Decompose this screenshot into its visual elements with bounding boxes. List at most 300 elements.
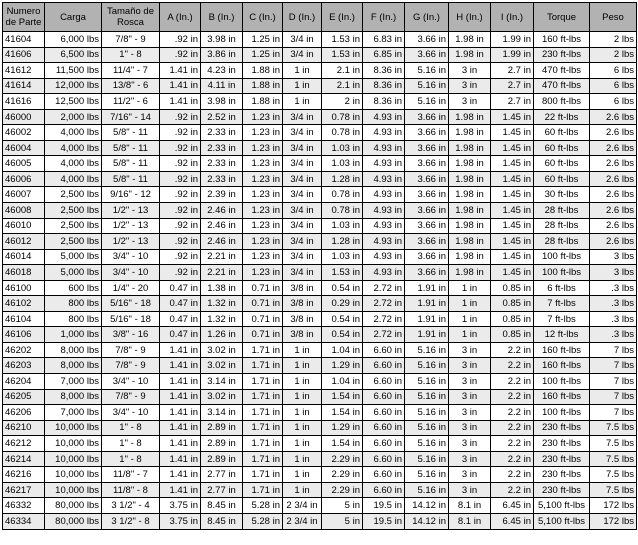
cell-thread-size: 3 1/2" - 4 [102, 498, 160, 514]
cell-dim-e: 0.54 in [322, 280, 363, 296]
cell-dim-a: .92 in [160, 234, 201, 250]
cell-thread-size: 7/8" - 9 [102, 342, 160, 358]
cell-dim-d: 2 3/4 in [283, 498, 322, 514]
cell-dim-h: 3 in [449, 63, 491, 79]
cell-torque: 470 ft-lbs [534, 78, 590, 94]
cell-dim-h: 3 in [449, 78, 491, 94]
table-body [3, 32, 637, 530]
cell-torque: 7 ft-lbs [534, 296, 590, 312]
cell-dim-a: 1.41 in [160, 436, 201, 452]
cell-weight: 2.6 lbs [590, 171, 637, 187]
cell-part-number: 46217 [3, 482, 45, 498]
cell-thread-size: 11/8" - 8 [102, 482, 160, 498]
cell-dim-i: 1.45 in [491, 203, 534, 219]
cell-dim-i: 2.2 in [491, 436, 534, 452]
header-thread-size: Tamaño de Rosca [102, 3, 160, 32]
cell-dim-e: 1.04 in [322, 342, 363, 358]
table-row [3, 467, 637, 483]
cell-dim-a: 1.41 in [160, 358, 201, 374]
table-row [3, 94, 637, 110]
cell-load: 7,000 lbs [45, 405, 102, 421]
cell-dim-e: 1.54 in [322, 389, 363, 405]
cell-dim-a: .92 in [160, 218, 201, 234]
cell-torque: 800 ft-lbs [534, 94, 590, 110]
cell-dim-b: 8.45 in [201, 498, 243, 514]
cell-dim-g: 14.12 in [405, 513, 449, 529]
cell-load: 6,000 lbs [45, 32, 102, 48]
cell-dim-f: 6.83 in [363, 32, 405, 48]
cell-part-number: 41604 [3, 32, 45, 48]
cell-dim-i: 1.45 in [491, 109, 534, 125]
cell-weight: 2.6 lbs [590, 140, 637, 156]
cell-weight: 7.5 lbs [590, 436, 637, 452]
table-row [3, 203, 637, 219]
cell-torque: 230 ft-lbs [534, 436, 590, 452]
cell-dim-g: 5.16 in [405, 420, 449, 436]
cell-dim-d: 3/8 in [283, 280, 322, 296]
cell-weight: 2.6 lbs [590, 234, 637, 250]
cell-part-number: 41616 [3, 94, 45, 110]
specifications-table [2, 2, 637, 530]
cell-dim-c: 1.71 in [243, 451, 283, 467]
cell-load: 7,000 lbs [45, 374, 102, 390]
cell-dim-h: 1.98 in [449, 265, 491, 281]
cell-dim-c: 1.71 in [243, 342, 283, 358]
cell-dim-g: 5.16 in [405, 374, 449, 390]
cell-dim-a: 1.41 in [160, 467, 201, 483]
cell-dim-a: 3.75 in [160, 513, 201, 529]
cell-part-number: 46004 [3, 140, 45, 156]
header-row [3, 3, 637, 32]
cell-dim-c: 1.23 in [243, 187, 283, 203]
cell-dim-g: 1.91 in [405, 327, 449, 343]
cell-torque: 60 ft-lbs [534, 140, 590, 156]
cell-dim-a: .92 in [160, 125, 201, 141]
cell-dim-e: 0.54 in [322, 327, 363, 343]
cell-part-number: 46102 [3, 296, 45, 312]
cell-thread-size: 7/16" - 14 [102, 109, 160, 125]
cell-torque: 230 ft-lbs [534, 47, 590, 63]
cell-dim-c: 1.23 in [243, 171, 283, 187]
cell-dim-f: 4.93 in [363, 140, 405, 156]
cell-dim-i: 2.2 in [491, 451, 534, 467]
cell-part-number: 46216 [3, 467, 45, 483]
cell-load: 4,000 lbs [45, 140, 102, 156]
cell-dim-d: 3/4 in [283, 125, 322, 141]
cell-dim-h: 8.1 in [449, 513, 491, 529]
cell-dim-e: 2.29 in [322, 482, 363, 498]
cell-dim-d: 1 in [283, 451, 322, 467]
cell-dim-g: 3.66 in [405, 187, 449, 203]
cell-dim-c: 1.71 in [243, 405, 283, 421]
cell-weight: 6 lbs [590, 94, 637, 110]
cell-dim-h: 1.98 in [449, 156, 491, 172]
cell-thread-size: 5/16" - 18 [102, 311, 160, 327]
cell-load: 6,500 lbs [45, 47, 102, 63]
cell-torque: 60 ft-lbs [534, 171, 590, 187]
cell-dim-f: 4.93 in [363, 234, 405, 250]
cell-dim-b: 3.86 in [201, 47, 243, 63]
cell-torque: 160 ft-lbs [534, 342, 590, 358]
cell-dim-a: 1.41 in [160, 374, 201, 390]
cell-weight: .3 lbs [590, 280, 637, 296]
cell-dim-e: 2 in [322, 94, 363, 110]
header-g: G (In.) [405, 3, 449, 32]
cell-dim-g: 14.12 in [405, 498, 449, 514]
cell-dim-f: 6.60 in [363, 451, 405, 467]
cell-load: 2,500 lbs [45, 203, 102, 219]
cell-dim-g: 3.66 in [405, 125, 449, 141]
cell-thread-size: 11/2" - 6 [102, 94, 160, 110]
cell-weight: 2 lbs [590, 47, 637, 63]
cell-dim-i: 1.45 in [491, 125, 534, 141]
cell-dim-h: 1.98 in [449, 218, 491, 234]
cell-part-number: 46010 [3, 218, 45, 234]
cell-dim-i: 2.2 in [491, 482, 534, 498]
cell-part-number: 46203 [3, 358, 45, 374]
cell-load: 11,500 lbs [45, 63, 102, 79]
cell-torque: 5,100 ft-lbs [534, 498, 590, 514]
cell-torque: 230 ft-lbs [534, 467, 590, 483]
cell-part-number: 46202 [3, 342, 45, 358]
cell-dim-c: 0.71 in [243, 311, 283, 327]
cell-thread-size: 5/8" - 11 [102, 140, 160, 156]
cell-dim-h: 3 in [449, 436, 491, 452]
cell-dim-e: 0.78 in [322, 187, 363, 203]
cell-thread-size: 7/8" - 9 [102, 358, 160, 374]
cell-dim-d: 1 in [283, 78, 322, 94]
cell-dim-f: 2.72 in [363, 280, 405, 296]
cell-dim-f: 4.93 in [363, 265, 405, 281]
cell-dim-d: 3/8 in [283, 311, 322, 327]
cell-dim-b: 2.77 in [201, 467, 243, 483]
cell-dim-i: 2.2 in [491, 342, 534, 358]
cell-torque: 7 ft-lbs [534, 311, 590, 327]
table-row [3, 420, 637, 436]
cell-dim-h: 3 in [449, 374, 491, 390]
cell-dim-d: 3/4 in [283, 218, 322, 234]
cell-dim-b: 1.38 in [201, 280, 243, 296]
cell-torque: 230 ft-lbs [534, 420, 590, 436]
cell-dim-f: 4.93 in [363, 171, 405, 187]
header-i: I (In.) [491, 3, 534, 32]
cell-dim-d: 1 in [283, 63, 322, 79]
table-row [3, 498, 637, 514]
cell-dim-a: .92 in [160, 249, 201, 265]
cell-part-number: 46334 [3, 513, 45, 529]
cell-dim-d: 3/4 in [283, 47, 322, 63]
cell-dim-h: 1.98 in [449, 234, 491, 250]
cell-thread-size: 11/8" - 7 [102, 467, 160, 483]
cell-part-number: 46210 [3, 420, 45, 436]
cell-part-number: 46106 [3, 327, 45, 343]
cell-dim-a: 1.41 in [160, 94, 201, 110]
cell-load: 8,000 lbs [45, 358, 102, 374]
cell-dim-d: 3/4 in [283, 187, 322, 203]
table-row [3, 513, 637, 529]
cell-dim-a: 1.41 in [160, 342, 201, 358]
table-row [3, 311, 637, 327]
cell-load: 8,000 lbs [45, 389, 102, 405]
cell-weight: 2.6 lbs [590, 109, 637, 125]
cell-dim-e: 1.29 in [322, 358, 363, 374]
cell-dim-i: 1.45 in [491, 234, 534, 250]
cell-dim-g: 5.16 in [405, 389, 449, 405]
cell-dim-e: 0.29 in [322, 296, 363, 312]
cell-dim-h: 1 in [449, 296, 491, 312]
cell-dim-c: 1.25 in [243, 32, 283, 48]
header-a: A (In.) [160, 3, 201, 32]
cell-dim-a: 1.41 in [160, 420, 201, 436]
cell-dim-c: 1.23 in [243, 203, 283, 219]
cell-part-number: 46000 [3, 109, 45, 125]
cell-dim-a: 0.47 in [160, 296, 201, 312]
cell-weight: 2 lbs [590, 32, 637, 48]
cell-dim-e: 0.78 in [322, 125, 363, 141]
cell-dim-f: 6.60 in [363, 467, 405, 483]
cell-dim-h: 3 in [449, 405, 491, 421]
cell-dim-c: 1.23 in [243, 156, 283, 172]
cell-dim-h: 1.98 in [449, 47, 491, 63]
cell-dim-e: 1.54 in [322, 405, 363, 421]
cell-dim-d: 1 in [283, 467, 322, 483]
cell-dim-h: 8.1 in [449, 498, 491, 514]
cell-dim-d: 3/4 in [283, 249, 322, 265]
cell-dim-d: 2 3/4 in [283, 513, 322, 529]
cell-dim-a: 0.47 in [160, 280, 201, 296]
cell-thread-size: 3/4" - 10 [102, 249, 160, 265]
cell-dim-i: 2.2 in [491, 389, 534, 405]
cell-dim-a: .92 in [160, 47, 201, 63]
cell-dim-h: 1.98 in [449, 187, 491, 203]
cell-dim-h: 1.98 in [449, 171, 491, 187]
cell-dim-c: 1.23 in [243, 265, 283, 281]
cell-dim-b: 2.33 in [201, 140, 243, 156]
cell-dim-c: 1.88 in [243, 94, 283, 110]
cell-dim-a: 1.41 in [160, 63, 201, 79]
cell-dim-d: 3/4 in [283, 156, 322, 172]
cell-dim-i: 1.45 in [491, 171, 534, 187]
cell-weight: 6 lbs [590, 63, 637, 79]
cell-load: 800 lbs [45, 311, 102, 327]
cell-load: 5,000 lbs [45, 249, 102, 265]
cell-dim-d: 1 in [283, 405, 322, 421]
cell-weight: 7.5 lbs [590, 420, 637, 436]
cell-thread-size: 5/8" - 11 [102, 171, 160, 187]
table-row [3, 389, 637, 405]
cell-torque: 60 ft-lbs [534, 125, 590, 141]
cell-weight: 7 lbs [590, 389, 637, 405]
cell-thread-size: 1/2" - 13 [102, 203, 160, 219]
cell-dim-c: 5.28 in [243, 498, 283, 514]
table-row [3, 451, 637, 467]
table-row [3, 109, 637, 125]
table-row [3, 482, 637, 498]
cell-dim-a: 1.41 in [160, 482, 201, 498]
cell-dim-c: 1.25 in [243, 47, 283, 63]
cell-dim-i: 1.45 in [491, 218, 534, 234]
cell-thread-size: 11/4" - 7 [102, 63, 160, 79]
cell-weight: 7 lbs [590, 358, 637, 374]
cell-load: 4,000 lbs [45, 125, 102, 141]
cell-load: 5,000 lbs [45, 265, 102, 281]
cell-load: 4,000 lbs [45, 156, 102, 172]
cell-torque: 160 ft-lbs [534, 389, 590, 405]
cell-torque: 100 ft-lbs [534, 249, 590, 265]
cell-dim-c: 1.23 in [243, 249, 283, 265]
cell-dim-f: 6.60 in [363, 358, 405, 374]
cell-dim-i: 1.45 in [491, 187, 534, 203]
cell-dim-h: 3 in [449, 451, 491, 467]
cell-part-number: 46014 [3, 249, 45, 265]
cell-dim-f: 6.60 in [363, 436, 405, 452]
cell-torque: 5,100 ft-lbs [534, 513, 590, 529]
cell-dim-g: 3.66 in [405, 140, 449, 156]
cell-load: 10,000 lbs [45, 451, 102, 467]
cell-dim-i: 1.45 in [491, 156, 534, 172]
cell-load: 80,000 lbs [45, 513, 102, 529]
cell-thread-size: 7/8" - 9 [102, 32, 160, 48]
cell-dim-e: 1.53 in [322, 47, 363, 63]
cell-dim-f: 2.72 in [363, 296, 405, 312]
cell-torque: 160 ft-lbs [534, 32, 590, 48]
cell-load: 2,500 lbs [45, 234, 102, 250]
cell-dim-f: 6.60 in [363, 389, 405, 405]
cell-part-number: 46204 [3, 374, 45, 390]
cell-dim-d: 3/4 in [283, 140, 322, 156]
cell-dim-d: 3/4 in [283, 265, 322, 281]
cell-dim-f: 4.93 in [363, 203, 405, 219]
cell-thread-size: 1/2" - 13 [102, 218, 160, 234]
cell-dim-i: 2.7 in [491, 94, 534, 110]
cell-weight: .3 lbs [590, 311, 637, 327]
cell-part-number: 46006 [3, 171, 45, 187]
cell-dim-g: 5.16 in [405, 451, 449, 467]
cell-dim-b: 2.46 in [201, 234, 243, 250]
cell-dim-h: 1 in [449, 280, 491, 296]
cell-weight: 2.6 lbs [590, 156, 637, 172]
cell-dim-c: 1.71 in [243, 374, 283, 390]
cell-load: 2,500 lbs [45, 187, 102, 203]
cell-part-number: 46332 [3, 498, 45, 514]
cell-thread-size: 3/4" - 10 [102, 265, 160, 281]
cell-dim-h: 1 in [449, 327, 491, 343]
cell-dim-g: 5.16 in [405, 342, 449, 358]
cell-dim-f: 4.93 in [363, 156, 405, 172]
cell-weight: 2.6 lbs [590, 125, 637, 141]
cell-thread-size: 3/4" - 10 [102, 405, 160, 421]
cell-dim-b: 2.52 in [201, 109, 243, 125]
cell-torque: 28 ft-lbs [534, 203, 590, 219]
cell-torque: 100 ft-lbs [534, 265, 590, 281]
cell-torque: 230 ft-lbs [534, 482, 590, 498]
cell-dim-h: 1.98 in [449, 125, 491, 141]
cell-dim-c: 1.23 in [243, 109, 283, 125]
table-row [3, 374, 637, 390]
cell-dim-a: .92 in [160, 203, 201, 219]
cell-dim-e: 1.04 in [322, 374, 363, 390]
cell-dim-a: .92 in [160, 156, 201, 172]
cell-dim-i: 1.45 in [491, 265, 534, 281]
cell-part-number: 46214 [3, 451, 45, 467]
cell-part-number: 46002 [3, 125, 45, 141]
table-row [3, 171, 637, 187]
cell-dim-e: 2.1 in [322, 63, 363, 79]
cell-thread-size: 3/4" - 10 [102, 374, 160, 390]
cell-load: 600 lbs [45, 280, 102, 296]
cell-load: 4,000 lbs [45, 171, 102, 187]
table-row [3, 125, 637, 141]
cell-weight: 7.5 lbs [590, 467, 637, 483]
table-row [3, 280, 637, 296]
cell-dim-b: 1.32 in [201, 296, 243, 312]
cell-dim-e: 1.03 in [322, 249, 363, 265]
cell-dim-d: 1 in [283, 482, 322, 498]
cell-thread-size: 5/8" - 11 [102, 156, 160, 172]
cell-torque: 12 ft-lbs [534, 327, 590, 343]
table-row [3, 140, 637, 156]
table-row [3, 187, 637, 203]
cell-dim-d: 3/4 in [283, 234, 322, 250]
cell-dim-d: 1 in [283, 94, 322, 110]
cell-dim-b: 2.46 in [201, 218, 243, 234]
cell-torque: 230 ft-lbs [534, 451, 590, 467]
cell-weight: 7 lbs [590, 342, 637, 358]
cell-dim-b: 2.33 in [201, 125, 243, 141]
cell-dim-b: 4.23 in [201, 63, 243, 79]
cell-dim-c: 1.23 in [243, 218, 283, 234]
cell-load: 10,000 lbs [45, 420, 102, 436]
cell-dim-i: 0.85 in [491, 327, 534, 343]
cell-dim-g: 3.66 in [405, 265, 449, 281]
cell-thread-size: 1" - 8 [102, 436, 160, 452]
cell-dim-b: 2.77 in [201, 482, 243, 498]
cell-dim-b: 2.89 in [201, 420, 243, 436]
cell-dim-e: 2.1 in [322, 78, 363, 94]
cell-dim-b: 2.33 in [201, 171, 243, 187]
cell-dim-c: 1.71 in [243, 420, 283, 436]
cell-dim-c: 0.71 in [243, 280, 283, 296]
cell-dim-b: 4.11 in [201, 78, 243, 94]
cell-load: 80,000 lbs [45, 498, 102, 514]
cell-dim-g: 5.16 in [405, 436, 449, 452]
cell-dim-c: 1.88 in [243, 78, 283, 94]
cell-dim-b: 3.98 in [201, 32, 243, 48]
cell-dim-g: 3.66 in [405, 156, 449, 172]
cell-dim-d: 3/8 in [283, 327, 322, 343]
cell-dim-d: 3/4 in [283, 109, 322, 125]
cell-dim-g: 3.66 in [405, 203, 449, 219]
cell-part-number: 46007 [3, 187, 45, 203]
cell-load: 12,500 lbs [45, 94, 102, 110]
header-weight: Peso [590, 3, 637, 32]
cell-torque: 6 ft-lbs [534, 280, 590, 296]
cell-part-number: 46104 [3, 311, 45, 327]
cell-weight: 6 lbs [590, 78, 637, 94]
cell-dim-f: 4.93 in [363, 187, 405, 203]
cell-dim-f: 6.60 in [363, 482, 405, 498]
cell-dim-g: 1.91 in [405, 311, 449, 327]
cell-dim-c: 1.23 in [243, 140, 283, 156]
cell-dim-c: 1.23 in [243, 125, 283, 141]
cell-weight: 7.5 lbs [590, 482, 637, 498]
cell-dim-f: 19.5 in [363, 513, 405, 529]
cell-dim-f: 19.5 in [363, 498, 405, 514]
cell-dim-d: 3/4 in [283, 203, 322, 219]
cell-part-number: 46008 [3, 203, 45, 219]
cell-part-number: 46100 [3, 280, 45, 296]
cell-dim-h: 3 in [449, 94, 491, 110]
